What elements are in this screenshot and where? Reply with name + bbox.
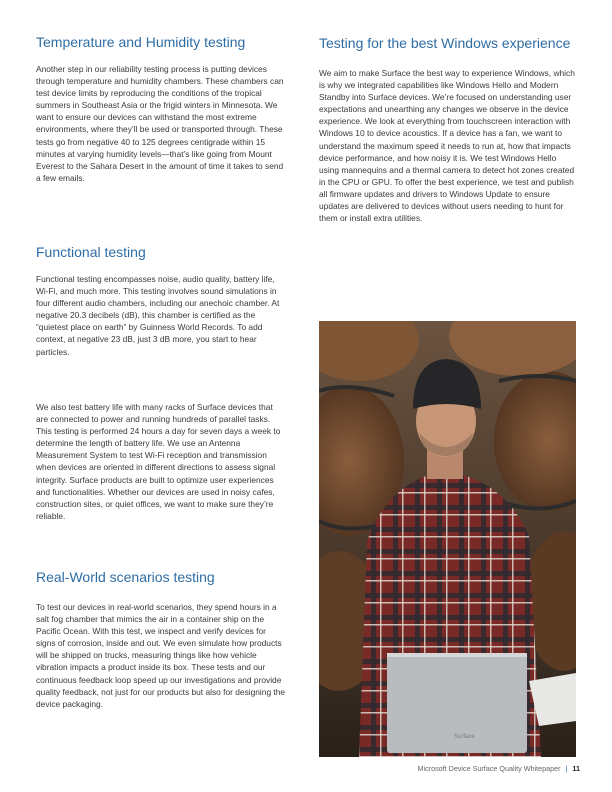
temperature-paragraph: Another step in our reliability testing process is putting devices through temperature and humidity chambers. These chambers can test device limits by reproducing the conditions of the tropical summers in Southeast Asia or the frigid winters in Minnesota. We want to ensure our devices can withstand the most extreme environments, where they’ll be used or transported through. These tests go from negative 40 to 125 degrees centigrade within 15 minutes at varying humidity levels—that’s like going from Mount Everest to the Sahara Desert in the amount of time it takes to send a few emails. — [36, 64, 284, 183]
footer-separator: | — [565, 764, 568, 773]
real-world-paragraph: To test our devices in real-world scenarios, they spend hours in a salt fog chamber that mimics the air in a container ship on the Pacific Ocean. With this test, we inspect and verify devices for signs of corrosion, inside and out. We even simulate how products will be shipped on trucks, measuring things like how vehicle vibration impacts a product inside its box. These tests and our continuous feedback loop speed up our investigations and provide quality feedback, not just for our products but also for designing the device packaging. — [36, 602, 286, 709]
surface-device — [387, 653, 527, 753]
section-heading-windows-experience: Testing for the best Windows experience — [319, 35, 571, 51]
section-heading-real-world: Real-World scenarios testing — [36, 569, 215, 585]
functional-paragraph-1: Functional testing encompasses noise, audio quality, battery life, Wi-Fi, and much more. This testing involves sound simulations in four different audio chambers, including our anechoic chamber. At negative 20.3 decibels (dB), this chamber is certified as the “quietest place on earth” by Guinness World Records. To add context, at negative 23 dB, just 3 dB more, you start to hear particles. — [36, 274, 280, 357]
surface-logo-text: Surface — [454, 734, 475, 740]
functional-paragraph-2: We also test battery life with many racks of Surface devices that are connected to power and running hundreds of parallel tasks. This testing is performed 24 hours a day for seven days a week to determine the length of battery life. We use an Antenna Measurement System to test Wi-Fi reception and transmission when devices are oriented in different directions to assess signal integrity. Surface products are built to optimize user experiences and functionalities. Whether our devices are used in noisy cafes, construction sites, or quiet offices, we want to make sure they’re reliable. — [36, 402, 281, 521]
windows-experience-paragraph: We aim to make Surface the best way to experience Windows, which is why we integrated capabilities like Windows Hello and Modern Standby into Surface devices. We’re focused on understanding user expectations and unearthing any changes we observe in the device experience. We look at everything from touchscreen interaction with Windows 10 to device acoustics. If a device has a fan, we want to understand the maximum speed it needs to run at, how that impacts device performance, and how noisy it is. We test Windows Hello using mannequins and a thermal camera to detect hot zones created in the CPU or GPU. To offer the best experience, we test and publish all firmware updates and drivers to Windows Update to ensure updates are delivered to devices without users needing to hunt for them or install extra utilities. — [319, 68, 575, 224]
page-footer — [380, 764, 580, 773]
page-number: 11 — [572, 764, 580, 773]
section-heading-temperature: Temperature and Humidity testing — [36, 34, 246, 50]
technician-photo — [319, 321, 576, 757]
section-heading-functional: Functional testing — [36, 244, 146, 260]
footer-title: Microsoft Device Surface Quality Whitepaper — [417, 764, 561, 773]
